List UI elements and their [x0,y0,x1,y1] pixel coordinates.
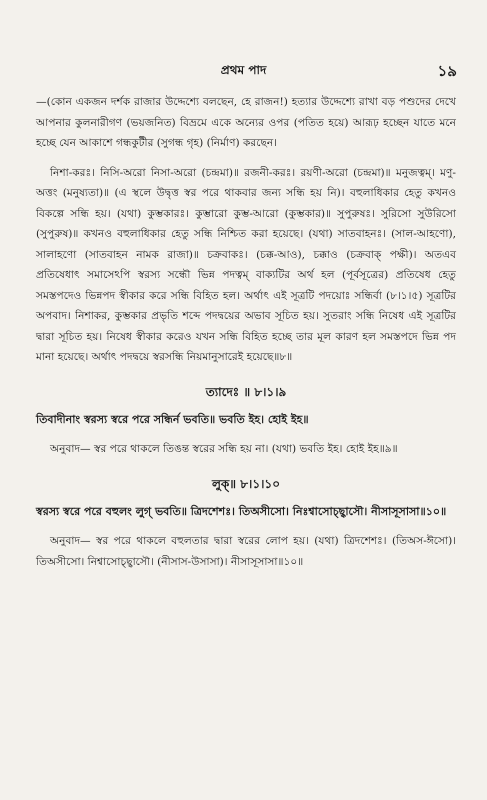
page-body [36,92,456,581]
translation-10: অনুবাদ— স্বর পরে থাকলে বহুলতার দ্বারা স্বরের লোপ হয়। (যথা) ত্রিদশেশঃ। (তিঅস-ঈসো)। তিঅসীসো। নিশ্বাসোচ্ছ্বাসৌ। (নীসাস-উসাসা)। নীসাসূসাসা॥১০॥ [36,535,456,568]
paragraph-translation: —(কোন একজন দর্শক রাজার উদ্দেশ্যে বলছেন, হে রাজন!) হত্যার উদ্দেশ্যে রাখা বড় পশুদের দেখে আপনার কুলনারীগণ (ভয়জনিত) বিভ্রমে একে অন্যের ওপর (পতিত হয়ে) আরূঢ় হচ্ছেন যাতে মনে হচ্ছে যেন আকাশে গন্ধকুটীর (সুগন্ধ গৃহ) (নির্মাণ) করছেন। [36,96,456,149]
sutra-commentary-10: স্বরস্য স্বরে পরে বহুলং লুগ্ ভবতি॥ ত্রিদশেশঃ। তিঅসীসো। নিঃশ্বাসোচ্ছ্বাসৌ। নীসাসূসাসা॥১০॥ [36,504,447,518]
page-header [0,62,487,82]
paragraph-examples: নিশা-করঃ। নিসি-অরো নিসা-অরো (চন্দ্রমা)॥ রজনী-করঃ। রয়ণী-অরো (চন্দ্রমা)॥ মনুজত্বম্। মণু-অত্তং (মনুষ্যতা)॥ (এ স্থলে উদ্বৃত্ত স্বর পরে থাকবার জন্য সন্ধি হয় নি)। বহুলাধিকার হেতু কখনও বিকল্পে সন্ধি হয়। (যথা) কুম্ভকারঃ। কুম্ভারো কুম্ভ-আরো (কুম্ভকার)॥ সুপুরুষঃ। সুরিসো সুউরিসো (সুপুরুষ)॥ কখনও বহুলাধিকার হেতু সন্ধি নিশ্চিত করা হয়েছে। (যথা) সাতবাহনঃ। (সাল-আহণো), সালাহণো (সাতবাহন নামক রাজা)॥ চক্রবাকঃ। (চক্ক-আও), চক্কাও (চক্রবাক্ পক্ষী)। অতএব প্রতিষেধাৎ সমাসেঽপি স্বরস্য সন্ধৌ ভিন্ন পদত্বম্ বাক্যটির অর্থ হল (পূর্বসূত্রের) প্রতিষেধ হেতু সমস্তপদেও ভিন্নপদ স্বীকার করে সন্ধি বিহিত হল। অর্থাৎ এই সূত্রটি পদয়োঃ সন্ধির্বা (৮।১।৫) সূত্রটির অপবাদ। নিশাকর, কুম্ভকার প্রভৃতি শব্দে পদদ্বয়ের অভাব সূচিত হয়। সুতরাং সন্ধি নিষেধ এই সূত্রটির দ্বারা সূচিত হয়। নিষেধ স্বীকার করেও যখন সন্ধি বিহিত হচ্ছে তার মূল কারণ হল সমস্তপদে ভিন্ন পদ মানা হয়েছে। অর্থাৎ পদদ্বয়ে স্বরসন্ধি নিয়মানুসারেই হয়েছে॥৮॥ [36,166,456,363]
translation-9: অনুবাদ— স্বর পরে থাকলে তিঙন্ত স্বরের সন্ধি হয় না। (যথা) ভবতি ইহ। হোই ইহ॥৯॥ [50,443,398,455]
rule-heading-9: ত্যাদেঃ ॥ ৮।১।৯ [205,384,287,399]
rule-heading-10: লুক্॥ ৮।১।১০ [211,476,281,491]
sutra-commentary-9: তিবাদীনাং স্বরস্য স্বরে পরে সন্ধির্ন ভবতি॥ ভবতি ইহ। হোই ইহ॥ [36,412,309,426]
page-number: ১৯ [437,62,457,80]
running-title: প্রথম পাদ [220,63,267,77]
